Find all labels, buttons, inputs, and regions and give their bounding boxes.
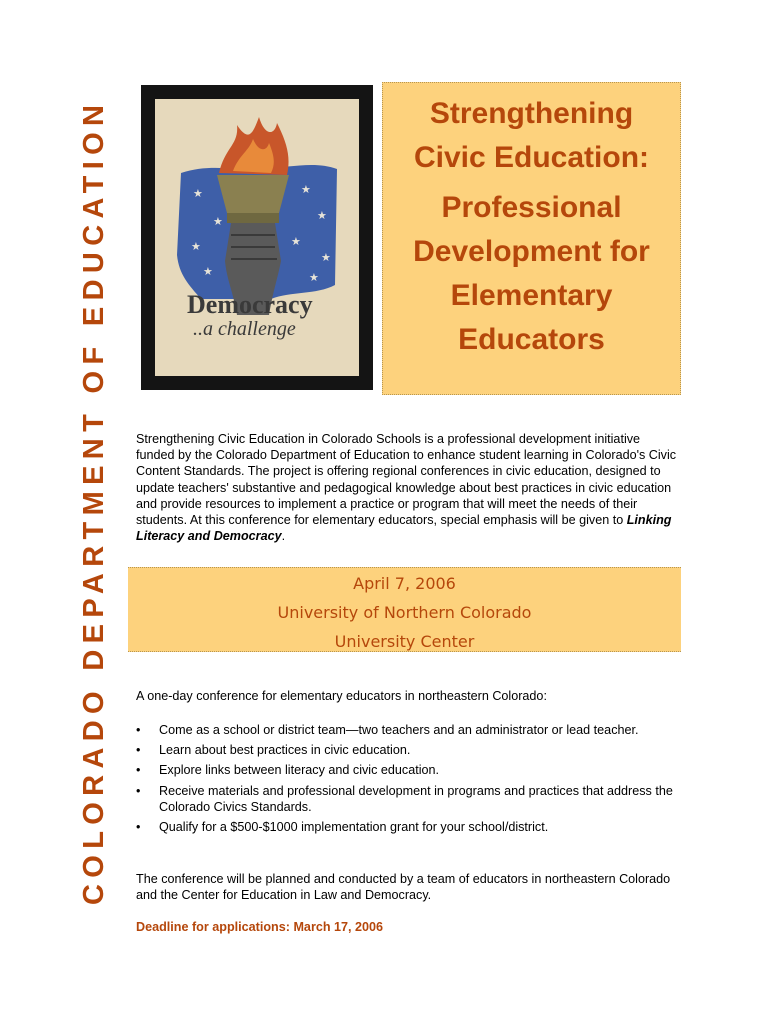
title-line: Educators xyxy=(458,323,605,356)
svg-text:★: ★ xyxy=(191,240,201,253)
department-name-text: COLORADO DEPARTMENT OF EDUCATION xyxy=(78,105,110,905)
deadline-text: Deadline for applications: March 17, 2006 xyxy=(136,920,384,934)
poster-title: Democracy xyxy=(187,290,313,319)
svg-text:★: ★ xyxy=(317,209,327,222)
list-item-text: Receive materials and professional development in programs and practices that address the Colorado Civics Standards. xyxy=(159,783,673,814)
title-line: Civic Education: xyxy=(413,141,650,174)
conference-bullet-list xyxy=(136,722,680,839)
svg-text:★: ★ xyxy=(203,265,213,278)
list-item xyxy=(136,783,680,815)
vertical-department-title xyxy=(57,100,117,910)
svg-text:★: ★ xyxy=(321,251,331,264)
conference-lead: A one-day conference for elementary educators in northeastern Colorado: xyxy=(136,689,547,703)
list-item-text: Learn about best practices in civic education. xyxy=(159,743,411,758)
title-line: Professional xyxy=(441,191,622,224)
event-university: University of Northern Colorado xyxy=(277,603,532,622)
event-date: April 7, 2006 xyxy=(353,574,456,593)
bullet-icon: • xyxy=(136,723,141,737)
list-item xyxy=(136,742,680,758)
intro-emphasis: Linking Literacy and Democracy xyxy=(136,513,672,544)
list-item-text: Come as a school or district team—two teachers and an administrator or lead teacher. xyxy=(159,723,639,737)
democracy-poster-image xyxy=(141,85,373,390)
intro-paragraph xyxy=(136,431,680,544)
bullet-icon: • xyxy=(136,743,141,758)
intro-end: . xyxy=(281,529,286,544)
title-line: Strengthening xyxy=(429,97,634,130)
list-item-text: Qualify for a $500-$1000 implementation grant for your school/district. xyxy=(159,820,549,835)
title-line: Development for xyxy=(413,235,650,268)
closing-paragraph: The conference will be planned and conducted by a team of educators in northeastern Colorado and the Center for Education in Law and Democracy. xyxy=(136,872,671,903)
svg-text:★: ★ xyxy=(301,183,311,196)
bullet-icon: • xyxy=(136,820,141,835)
list-item xyxy=(136,762,680,778)
bullet-icon: • xyxy=(136,763,141,778)
svg-text:★: ★ xyxy=(291,235,301,248)
poster-subtitle: ..a challenge xyxy=(193,318,296,340)
svg-text:★: ★ xyxy=(193,187,203,200)
title-box xyxy=(382,82,681,395)
list-item xyxy=(136,722,680,738)
list-item-text: Explore links between literacy and civic education. xyxy=(159,763,440,778)
svg-text:★: ★ xyxy=(309,271,319,284)
bullet-icon: • xyxy=(136,783,141,798)
title-line: Elementary xyxy=(450,279,613,312)
event-venue: University Center xyxy=(334,632,475,651)
intro-text: Strengthening Civic Education in Colorado Schools is a professional development initiative funded by the Colorado Department of Education to enhance student learning in Colorado's Civic Content Standards. The project is offering regional conferences in civic education, designed to update teachers' substantive and pedagogical knowledge about best practices in civic education and provide resources to implement a practice or program that will meet the needs of their students. At this conference for elementary educators, special emphasis will be given to xyxy=(136,432,677,528)
event-details-box xyxy=(128,567,681,652)
svg-text:★: ★ xyxy=(213,215,223,228)
list-item xyxy=(136,819,680,835)
